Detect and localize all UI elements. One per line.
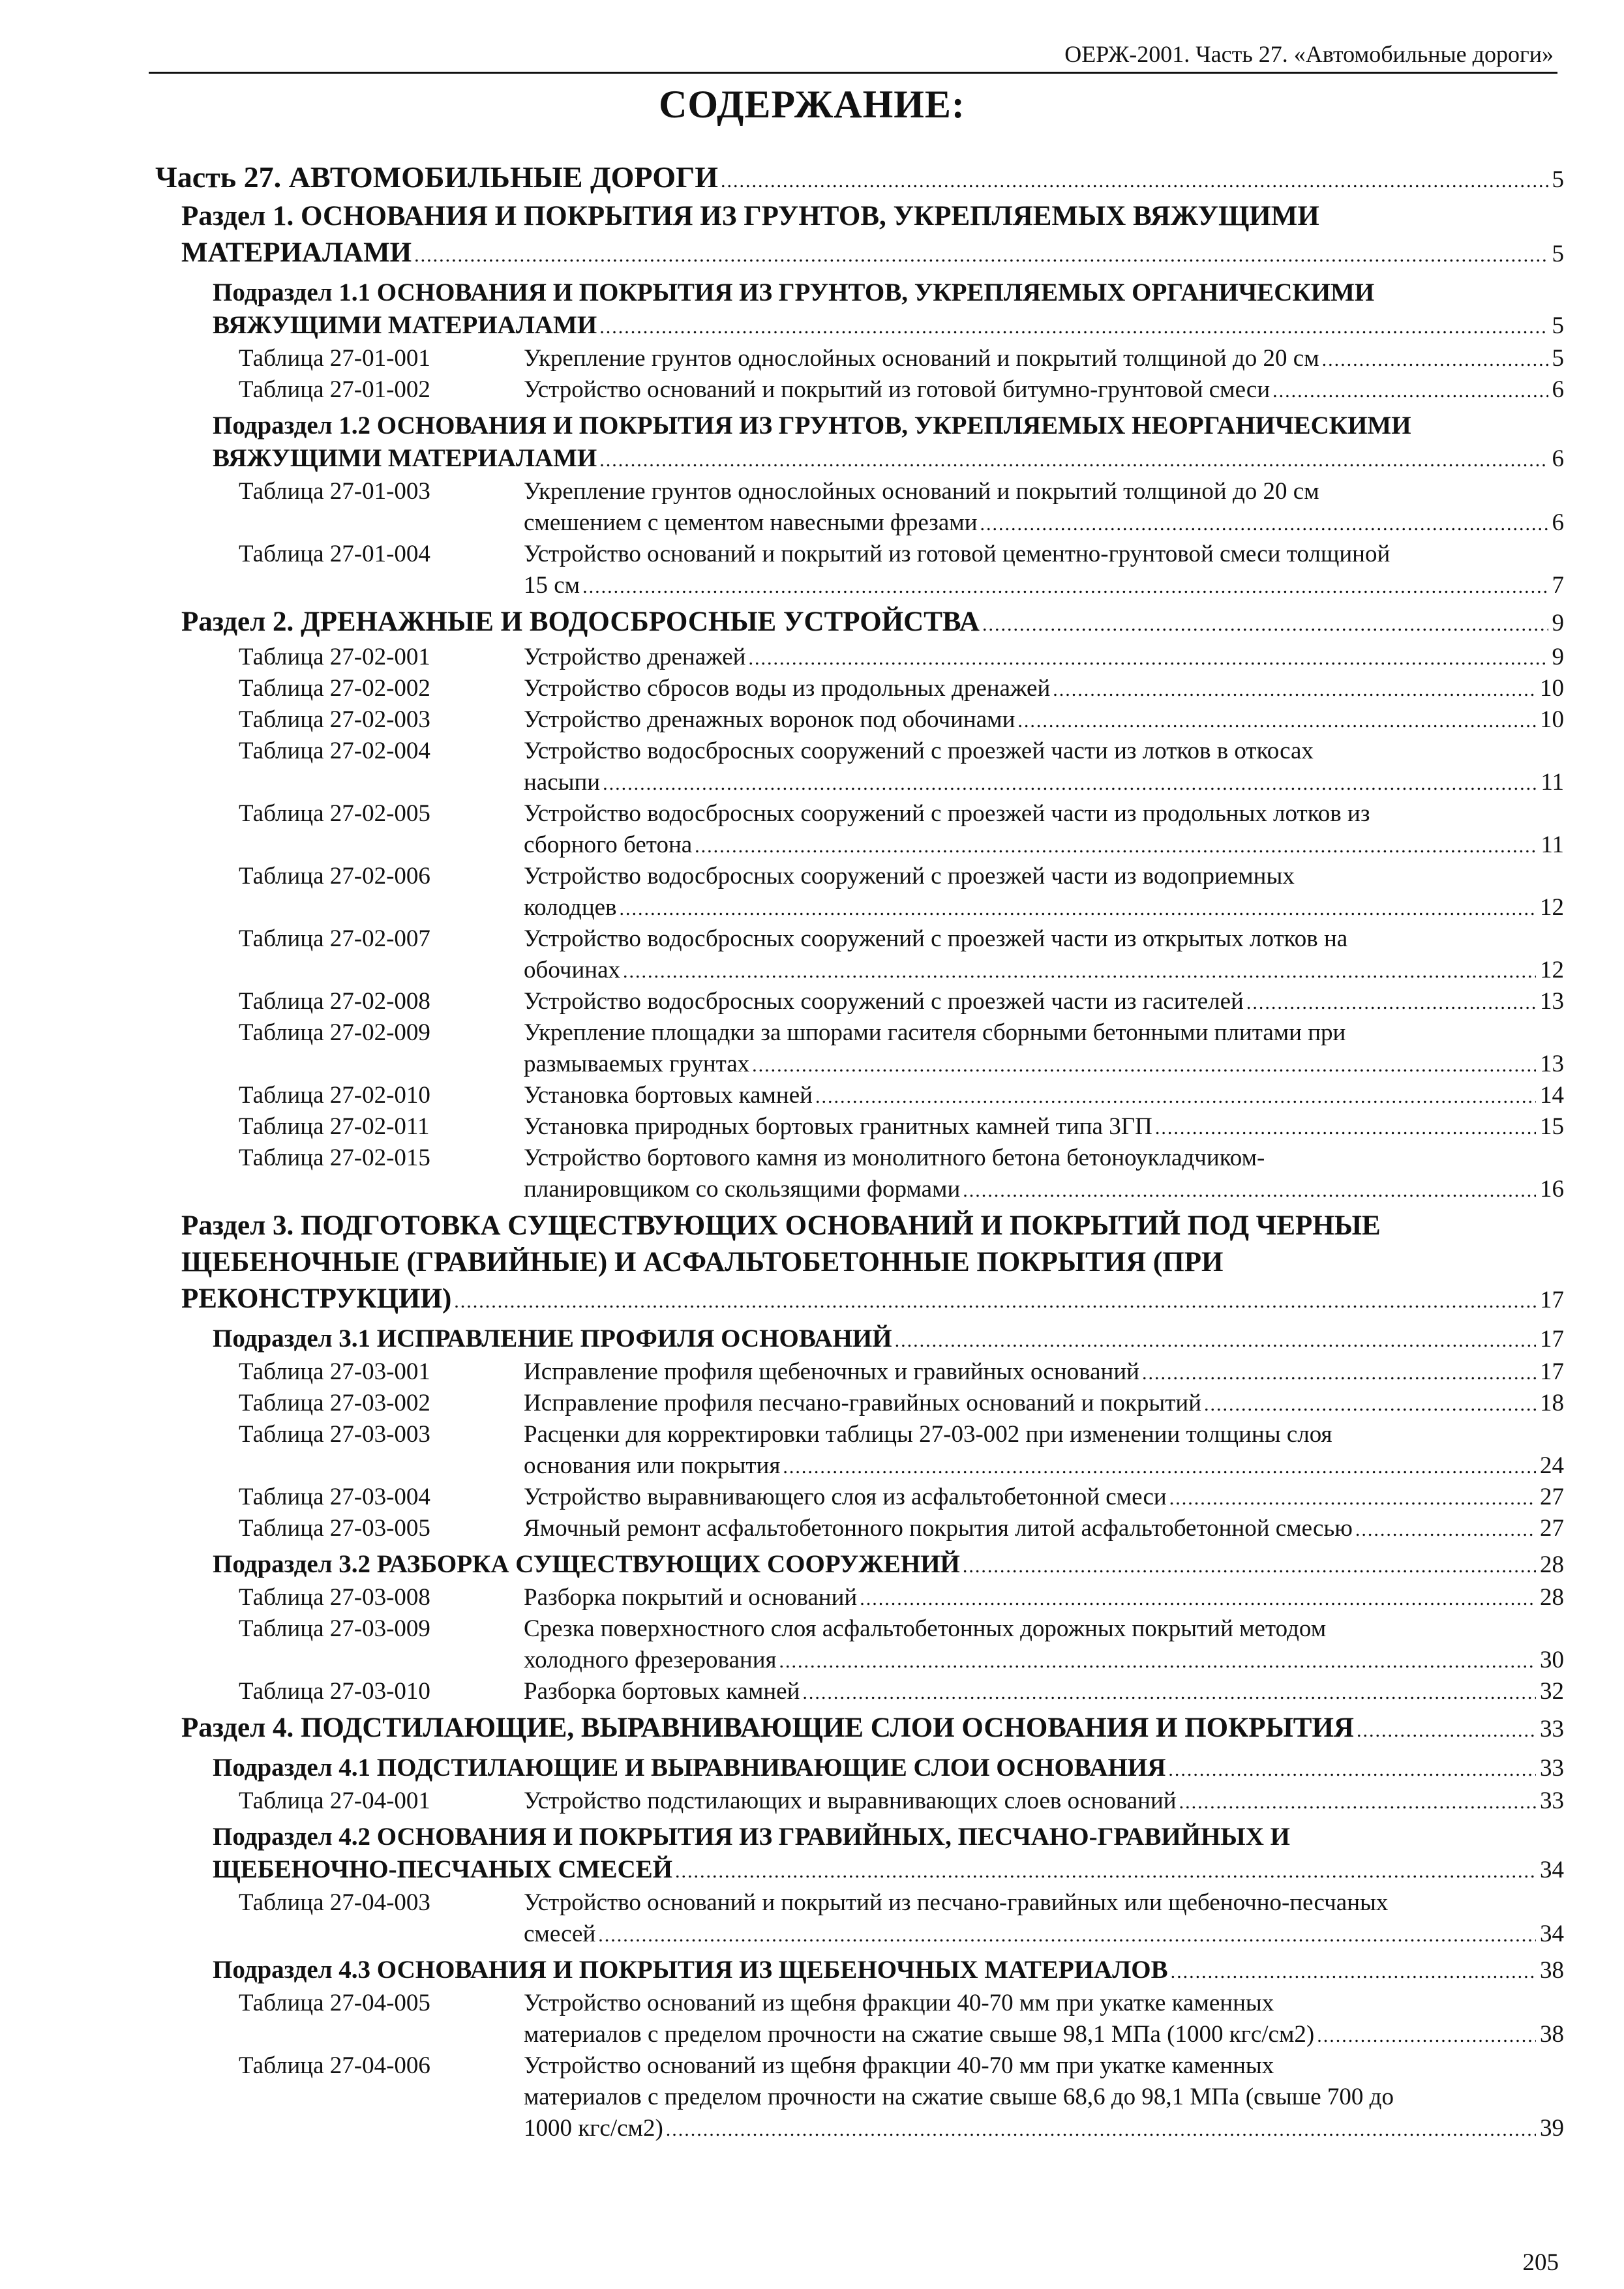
toc-entry-title: Подраздел 4.1 ПОДСТИЛАЮЩИЕ И ВЫРАВНИВАЮЩИЕ СЛОИ ОСНОВАНИЯ xyxy=(213,1754,1166,1782)
toc-entry-title: Подраздел 4.3 ОСНОВАНИЯ И ПОКРЫТИЯ ИЗ ЩЕБЕНОЧНЫХ МАТЕРИАЛОВ xyxy=(213,1956,1168,1984)
toc-page-number[interactable]: 5 xyxy=(1552,345,1564,372)
toc-page-number[interactable]: 13 xyxy=(1540,988,1564,1015)
toc-entry-title: Устройство оснований из щебня фракции 40-70 мм при укатке каменных xyxy=(524,1990,1274,2016)
toc-entry-title: Устройство водосбросных сооружений с проезжей части из лотков в откосах xyxy=(524,738,1314,764)
toc-page-number[interactable]: 6 xyxy=(1552,376,1564,403)
toc-page-number[interactable]: 28 xyxy=(1540,1551,1564,1578)
dot-leader xyxy=(623,956,1536,986)
toc-page-number[interactable]: 34 xyxy=(1540,1857,1564,1883)
toc-entry-title: смесей xyxy=(524,1921,596,1947)
toc-entry-title: Устройство водосбросных сооружений с проезжей части из гасителей xyxy=(524,988,1244,1015)
dot-leader xyxy=(1272,376,1548,406)
toc-entry-title: обочинах xyxy=(524,957,620,983)
toc-entry-title: Устройство оснований и покрытий из готовой битумно-грунтовой смеси xyxy=(524,376,1271,403)
toc-entry-title: Устройство водосбросных сооружений с проезжей части из водоприемных xyxy=(524,863,1295,890)
dot-leader xyxy=(414,237,1548,271)
toc-entry-title: ЩЕБЕНОЧНО-ПЕСЧАНЫХ СМЕСЕЙ xyxy=(213,1855,672,1883)
dot-leader xyxy=(454,1283,1536,1317)
dot-leader xyxy=(1168,1754,1536,1784)
toc-table-code: Таблица 27-03-010 xyxy=(239,1678,430,1705)
toc-entry-title: Устройство водосбросных сооружений с проезжей части из открытых лотков на xyxy=(524,925,1348,952)
toc-entry-title: насыпи xyxy=(524,769,601,796)
toc-entry-title: Устройство оснований и покрытий из готовой цементно-грунтовой смеси толщиной xyxy=(524,541,1391,567)
dot-leader xyxy=(752,1050,1536,1080)
toc-entry-title: размываемых грунтах xyxy=(524,1051,750,1077)
toc-page-number[interactable]: 16 xyxy=(1540,1176,1564,1203)
toc-table-code: Таблица 27-02-002 xyxy=(239,675,430,702)
toc-entry-title: Срезка поверхностного слоя асфальтобетонных дорожных покрытий методом xyxy=(524,1615,1327,1642)
toc-entry-title: Ямочный ремонт асфальтобетонного покрытия литой асфальтобетонной смесью xyxy=(524,1515,1353,1542)
toc-entry-title: холодного фрезерования xyxy=(524,1647,777,1673)
toc-page-number[interactable]: 24 xyxy=(1540,1452,1564,1479)
toc-page-number[interactable]: 27 xyxy=(1540,1515,1564,1542)
toc-page-number[interactable]: 14 xyxy=(1540,1082,1564,1109)
dot-leader xyxy=(1142,1358,1536,1388)
dot-leader xyxy=(1171,1956,1536,1986)
toc-page-number[interactable]: 15 xyxy=(1540,1113,1564,1140)
toc-page-number[interactable]: 5 xyxy=(1552,241,1564,267)
toc-page-number[interactable]: 33 xyxy=(1540,1716,1564,1743)
toc-entry-title: Устройство дренажей xyxy=(524,644,746,670)
toc-entry-title: Укрепление площадки за шпорами гасителя сборными бетонными плитами при xyxy=(524,1019,1346,1046)
toc-entry-title: Установка бортовых камней xyxy=(524,1082,813,1109)
toc-page-number[interactable]: 28 xyxy=(1540,1584,1564,1611)
toc-page-number[interactable]: 7 xyxy=(1552,572,1564,599)
toc-page-number[interactable]: 17 xyxy=(1540,1358,1564,1385)
toc-entry-title: 1000 кгс/см2) xyxy=(524,2115,663,2142)
dot-leader xyxy=(1053,674,1536,704)
toc-table-code: Таблица 27-01-001 xyxy=(239,345,430,372)
toc-page-number[interactable]: 33 xyxy=(1540,1788,1564,1814)
toc-table-code: Таблица 27-02-003 xyxy=(239,706,430,733)
toc-entry-title: Устройство дренажных воронок под обочинами xyxy=(524,706,1015,733)
toc-entry-title: ЩЕБЕНОЧНЫЕ (ГРАВИЙНЫЕ) И АСФАЛЬТОБЕТОННЫЕ ПОКРЫТИЯ (ПРИ xyxy=(181,1247,1224,1278)
toc-table-code: Таблица 27-02-007 xyxy=(239,925,430,952)
toc-table-code: Таблица 27-01-003 xyxy=(239,478,430,505)
dot-leader xyxy=(666,2114,1536,2144)
dot-leader xyxy=(963,1550,1536,1581)
dot-leader xyxy=(1357,1713,1536,1746)
dot-leader xyxy=(895,1324,1536,1355)
toc-entry-title: Раздел 1. ОСНОВАНИЯ И ПОКРЫТИЯ ИЗ ГРУНТОВ, УКРЕПЛЯЕМЫХ ВЯЖУЩИМИ xyxy=(181,201,1319,232)
dot-leader xyxy=(721,163,1548,196)
toc-entry-title: Раздел 4. ПОДСТИЛАЮЩИЕ, ВЫРАВНИВАЮЩИЕ СЛОИ ОСНОВАНИЯ И ПОКРЫТИЯ xyxy=(181,1713,1354,1743)
toc-page-number[interactable]: 11 xyxy=(1541,769,1564,796)
dot-leader xyxy=(1204,1389,1536,1419)
toc-entry-title: Устройство бортового камня из монолитного бетона бетоноукладчиком- xyxy=(524,1144,1265,1171)
dot-leader xyxy=(779,1646,1536,1676)
toc-table-code: Таблица 27-02-009 xyxy=(239,1019,430,1046)
toc-entry-title: ВЯЖУЩИМИ МАТЕРИАЛАМИ xyxy=(213,444,597,472)
toc-page-number[interactable]: 9 xyxy=(1552,644,1564,670)
dot-leader xyxy=(860,1583,1536,1613)
toc-table-code: Таблица 27-02-010 xyxy=(239,1082,430,1109)
toc-entry-title: Подраздел 3.2 РАЗБОРКА СУЩЕСТВУЮЩИХ СООРУЖЕНИЙ xyxy=(213,1550,960,1578)
toc-entry-title: Подраздел 1.2 ОСНОВАНИЯ И ПОКРЫТИЯ ИЗ ГРУНТОВ, УКРЕПЛЯЕМЫХ НЕОРГАНИЧЕСКИМИ xyxy=(213,411,1411,440)
toc-entry-title: колодцев xyxy=(524,894,617,921)
toc-table-code: Таблица 27-02-008 xyxy=(239,988,430,1015)
toc-table-code: Таблица 27-04-005 xyxy=(239,1990,430,2016)
toc-entry-title: материалов с пределом прочности на сжатие свыше 98,1 МПа (1000 кгс/см2) xyxy=(524,2021,1315,2048)
toc-table-code: Таблица 27-01-002 xyxy=(239,376,430,403)
dot-leader xyxy=(695,831,1537,861)
toc-page-number[interactable]: 11 xyxy=(1541,831,1564,858)
toc-page-number[interactable]: 5 xyxy=(1552,166,1564,193)
dot-leader xyxy=(1169,1483,1536,1513)
toc-page-number[interactable]: 6 xyxy=(1552,509,1564,536)
dot-leader xyxy=(1179,1787,1536,1817)
toc-page-number[interactable]: 38 xyxy=(1540,2021,1564,2048)
toc-page-number[interactable]: 12 xyxy=(1540,957,1564,983)
toc-entry-title: ВЯЖУЩИМИ МАТЕРИАЛАМИ xyxy=(213,311,597,339)
dot-leader xyxy=(783,1452,1536,1482)
dot-leader xyxy=(1155,1113,1536,1143)
toc-entry-title: Раздел 3. ПОДГОТОВКА СУЩЕСТВУЮЩИХ ОСНОВАНИЙ И ПОКРЫТИЙ ПОД ЧЕРНЫЕ xyxy=(181,1210,1381,1241)
toc-page-number[interactable]: 27 xyxy=(1540,1484,1564,1510)
dot-leader xyxy=(620,893,1536,923)
running-header-text: ОЕРЖ-2001. Часть 27. «Автомобильные дороги» xyxy=(1064,41,1554,67)
toc-table-code: Таблица 27-02-005 xyxy=(239,800,430,827)
toc-page-number[interactable]: 9 xyxy=(1552,610,1564,636)
dot-leader xyxy=(599,444,1548,475)
dot-leader xyxy=(802,1677,1536,1707)
toc-page-number[interactable]: 34 xyxy=(1540,1921,1564,1947)
toc-entry-title: сборного бетона xyxy=(524,831,693,858)
toc-page-number[interactable]: 18 xyxy=(1540,1390,1564,1416)
toc-entry-title: планировщиком со скользящими формами xyxy=(524,1176,961,1203)
dot-leader xyxy=(963,1175,1536,1205)
toc-page-number[interactable]: 10 xyxy=(1540,706,1564,733)
toc-entry-title: Разборка покрытий и оснований xyxy=(524,1584,858,1611)
dot-leader xyxy=(1355,1514,1536,1544)
toc-entry-title: Подраздел 4.2 ОСНОВАНИЯ И ПОКРЫТИЯ ИЗ ГРАВИЙНЫХ, ПЕСЧАНО-ГРАВИЙНЫХ И xyxy=(213,1823,1290,1851)
toc-page-number[interactable]: 5 xyxy=(1552,312,1564,339)
toc-entry-title: Расценки для корректировки таблицы 27-03-002 при изменении толщины слоя xyxy=(524,1421,1332,1448)
toc-page-number[interactable]: 17 xyxy=(1540,1287,1564,1313)
toc-entry-title: Установка природных бортовых гранитных камней типа 3ГП xyxy=(524,1113,1152,1140)
toc-page-number[interactable]: 6 xyxy=(1552,445,1564,472)
toc-entry-title: Устройство оснований и покрытий из песчано-гравийных или щебеночно-песчаных xyxy=(524,1889,1389,1916)
toc-entry-title: Часть 27. АВТОМОБИЛЬНЫЕ ДОРОГИ xyxy=(155,160,719,194)
dot-leader xyxy=(980,509,1548,539)
toc-page-number[interactable]: 38 xyxy=(1540,1957,1564,1984)
toc-table-code: Таблица 27-04-003 xyxy=(239,1889,430,1916)
toc-page-number[interactable]: 32 xyxy=(1540,1678,1564,1705)
dot-leader xyxy=(1317,2020,1536,2050)
dot-leader xyxy=(815,1081,1536,1111)
toc-entry-title: Подраздел 3.1 ИСПРАВЛЕНИЕ ПРОФИЛЯ ОСНОВАНИЙ xyxy=(213,1324,892,1353)
toc-table-code: Таблица 27-01-004 xyxy=(239,541,430,567)
toc-entry-title: Укрепление грунтов однослойных оснований и покрытий толщиной до 20 см xyxy=(524,345,1319,372)
toc-page-number[interactable]: 12 xyxy=(1540,894,1564,921)
toc-table-code: Таблица 27-03-003 xyxy=(239,1421,430,1448)
toc-entry-title: материалов с пределом прочности на сжатие свыше 68,6 до 98,1 МПа (свыше 700 до xyxy=(524,2084,1394,2110)
toc-page-number[interactable]: 10 xyxy=(1540,675,1564,702)
toc-table-code: Таблица 27-02-004 xyxy=(239,738,430,764)
toc-table-code: Таблица 27-03-004 xyxy=(239,1484,430,1510)
dot-leader xyxy=(1322,344,1548,374)
dot-leader xyxy=(1017,706,1536,736)
page-number: 205 xyxy=(1522,2249,1559,2276)
toc-entry-title: Устройство подстилающих и выравнивающих слоев оснований xyxy=(524,1788,1177,1814)
toc-entry-title: 15 см xyxy=(524,572,580,599)
toc-table-code: Таблица 27-02-001 xyxy=(239,644,430,670)
toc-entry-title: Устройство водосбросных сооружений с проезжей части из продольных лотков из xyxy=(524,800,1370,827)
dot-leader xyxy=(1246,987,1536,1017)
toc-entry-title: РЕКОНСТРУКЦИИ) xyxy=(181,1283,452,1314)
dot-leader xyxy=(603,768,1537,798)
toc-page-number[interactable]: 30 xyxy=(1540,1647,1564,1673)
toc-table-code: Таблица 27-03-005 xyxy=(239,1515,430,1542)
toc-page-number[interactable]: 13 xyxy=(1540,1051,1564,1077)
dot-leader xyxy=(748,643,1548,673)
dot-leader xyxy=(599,311,1548,342)
toc-page-number[interactable]: 33 xyxy=(1540,1755,1564,1782)
toc-table-code: Таблица 27-03-002 xyxy=(239,1390,430,1416)
toc-table-code: Таблица 27-02-006 xyxy=(239,863,430,890)
toc-entry-title: Укрепление грунтов однослойных оснований и покрытий толщиной до 20 см xyxy=(524,478,1319,505)
toc-page-number[interactable]: 39 xyxy=(1540,2115,1564,2142)
toc-table-code: Таблица 27-02-015 xyxy=(239,1144,430,1171)
dot-leader xyxy=(598,1920,1536,1950)
toc-entry-title: Устройство оснований из щебня фракции 40-70 мм при укатке каменных xyxy=(524,2052,1274,2079)
toc-table-code: Таблица 27-03-008 xyxy=(239,1584,430,1611)
toc-entry-title: МАТЕРИАЛАМИ xyxy=(181,237,412,268)
toc-table-code: Таблица 27-04-006 xyxy=(239,2052,430,2079)
page-title: СОДЕРЖАНИЕ: xyxy=(659,83,965,126)
toc-page-number[interactable]: 17 xyxy=(1540,1326,1564,1353)
toc-entry-title: Исправление профиля щебеночных и гравийных оснований xyxy=(524,1358,1139,1385)
toc-table-code: Таблица 27-02-011 xyxy=(239,1113,430,1140)
toc-entry-title: основания или покрытия xyxy=(524,1452,781,1479)
toc-table-code: Таблица 27-03-001 xyxy=(239,1358,430,1385)
toc-table-code: Таблица 27-03-009 xyxy=(239,1615,430,1642)
toc-entry-title: смешением с цементом навесными фрезами xyxy=(524,509,978,536)
toc-entry-title: Устройство выравнивающего слоя из асфальтобетонной смеси xyxy=(524,1484,1167,1510)
dot-leader xyxy=(675,1855,1536,1886)
dot-leader xyxy=(582,571,1548,601)
toc-entry-title: Разборка бортовых камней xyxy=(524,1678,800,1705)
dot-leader xyxy=(982,606,1548,640)
toc-entry-title: Раздел 2. ДРЕНАЖНЫЕ И ВОДОСБРОСНЫЕ УСТРОЙСТВА xyxy=(181,606,980,637)
toc-entry-title: Исправление профиля песчано-гравийных оснований и покрытий xyxy=(524,1390,1202,1416)
toc-entry-title: Подраздел 1.1 ОСНОВАНИЯ И ПОКРЫТИЯ ИЗ ГРУНТОВ, УКРЕПЛЯЕМЫХ ОРГАНИЧЕСКИМИ xyxy=(213,278,1375,307)
toc-table-code: Таблица 27-04-001 xyxy=(239,1788,430,1814)
toc-entry-title: Устройство сбросов воды из продольных дренажей xyxy=(524,675,1051,702)
